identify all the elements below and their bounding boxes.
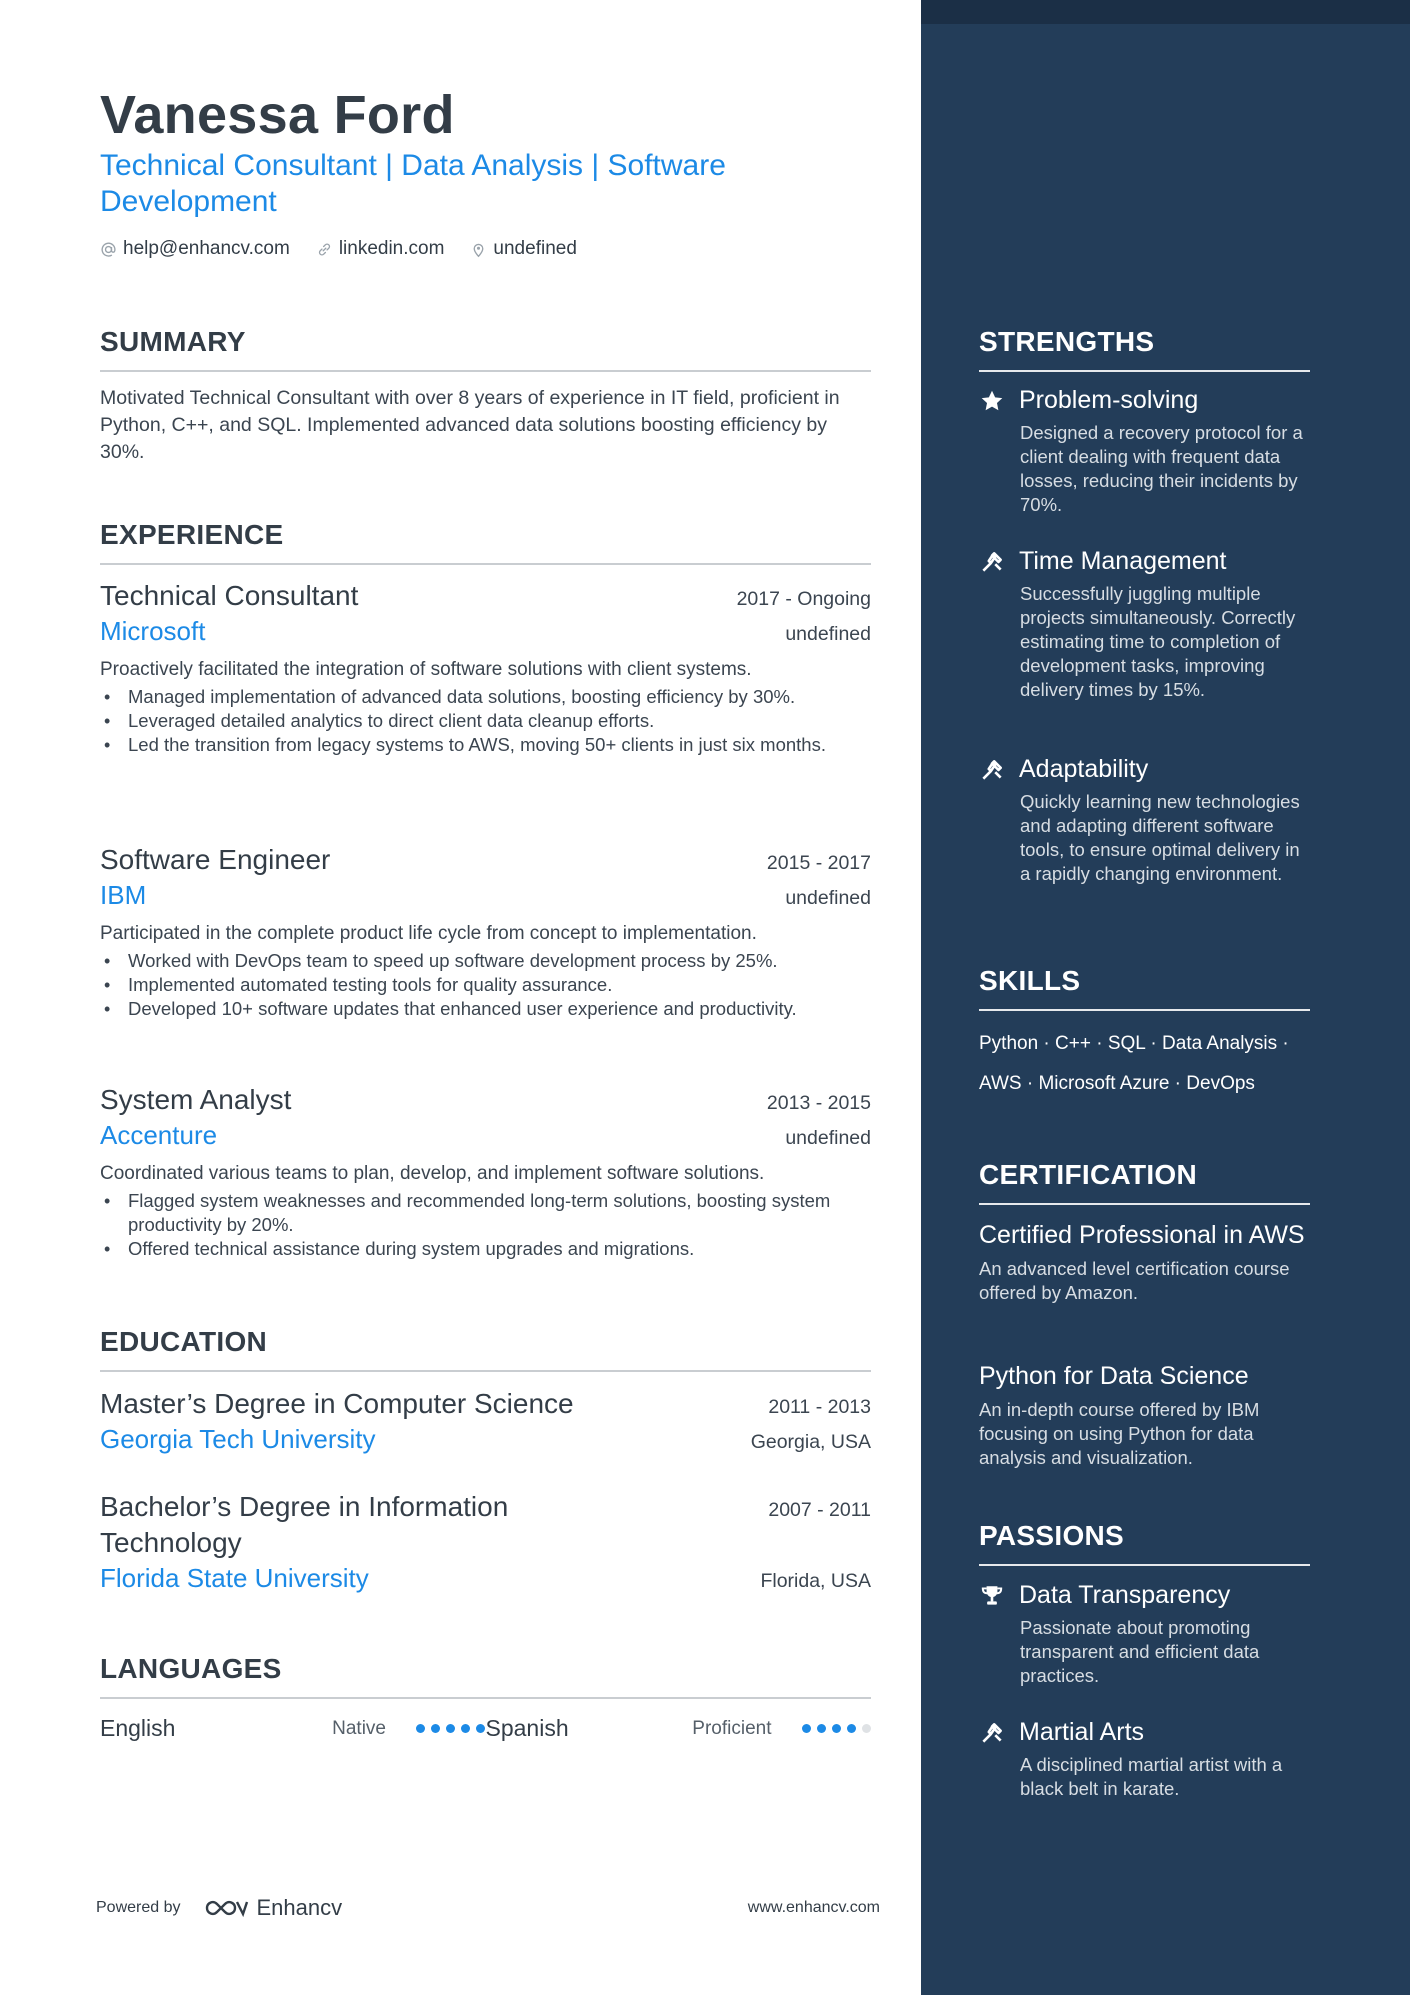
tools-icon (979, 1720, 1005, 1746)
footer (96, 1895, 880, 1921)
contact-bar (100, 238, 577, 260)
certification-heading: CERTIFICATION (979, 1159, 1310, 1205)
passion-title: Martial Arts (1019, 1718, 1145, 1746)
job-bullets (100, 1189, 871, 1261)
location-pin-icon (470, 241, 487, 258)
job-location: undefined (785, 1127, 871, 1149)
job-title: Software Engineer (100, 844, 331, 875)
language-level: Proficient (692, 1717, 772, 1739)
job-bullet: • Developed 10+ software updates that enhanced user experience and productivity. (100, 997, 871, 1021)
education-entry (100, 1489, 871, 1594)
summary-heading: SUMMARY (100, 326, 871, 372)
job-dates: 2013 - 2015 (766, 1092, 871, 1114)
powered-by-label: Powered by (96, 1899, 181, 1916)
job-bullet: • Offered technical assistance during system upgrades and migrations. (100, 1237, 871, 1261)
passion-item (979, 1718, 1310, 1801)
language-item (100, 1715, 486, 1742)
tools-icon (979, 757, 1005, 783)
strengths-heading: STRENGTHS (979, 326, 1310, 372)
school-location: Georgia, USA (750, 1431, 871, 1453)
experience-heading: EXPERIENCE (100, 519, 871, 565)
job-bullet: • Managed implementation of advanced data solutions, boosting efficiency by 30%. (100, 685, 871, 709)
job-entry (100, 844, 871, 1021)
rating-dot-filled (476, 1724, 485, 1733)
languages-list (100, 1715, 871, 1742)
job-entry (100, 580, 871, 757)
rating-dot-filled (832, 1724, 841, 1733)
certification-title: Python for Data Science (979, 1362, 1249, 1390)
school-location: Florida, USA (760, 1570, 871, 1592)
brand-name: Enhancv (256, 1895, 343, 1920)
headline: Technical Consultant | Data Analysis | Software Development (100, 149, 726, 218)
languages-heading: LANGUAGES (100, 1653, 871, 1699)
language-item (486, 1715, 872, 1742)
rating-dot-filled (416, 1724, 425, 1733)
passion-description: Passionate about promoting transparent and efficient data practices. (1020, 1617, 1260, 1686)
education-entry (100, 1386, 871, 1455)
education-dates: 2007 - 2011 (768, 1499, 871, 1521)
language-name: English (100, 1715, 176, 1741)
sidebar-top-band (921, 0, 1410, 24)
school-name: Georgia Tech University (100, 1424, 376, 1454)
education-heading: EDUCATION (100, 1326, 871, 1372)
job-description: Proactively facilitated the integration of software solutions with client systems. (100, 659, 752, 680)
passion-description: A disciplined martial artist with a black belt in karate. (1020, 1754, 1283, 1799)
job-bullet: • Leveraged detailed analytics to direct client data cleanup efforts. (100, 709, 871, 733)
at-icon (100, 241, 117, 258)
link-icon (316, 241, 333, 258)
strength-title: Adaptability (1019, 755, 1149, 783)
education-dates: 2011 - 2013 (768, 1396, 871, 1418)
language-level: Native (332, 1717, 386, 1739)
job-company: IBM (100, 880, 147, 910)
passion-item (979, 1581, 1310, 1688)
passions-heading: PASSIONS (979, 1520, 1310, 1566)
footer-website[interactable]: www.enhancv.com (747, 1899, 880, 1916)
contact-location (470, 238, 576, 260)
certification-description: An advanced level certification course offered by Amazon. (979, 1258, 1290, 1303)
job-description: Participated in the complete product life cycle from concept to implementation. (100, 923, 757, 944)
certification-item (979, 1361, 1310, 1470)
certification-item (979, 1220, 1310, 1305)
job-bullet: • Led the transition from legacy systems to AWS, moving 50+ clients in just six months. (100, 733, 871, 757)
job-entry (100, 1084, 871, 1261)
language-name: Spanish (485, 1715, 569, 1741)
summary-text: Motivated Technical Consultant with over 8 years of experience in IT field, proficient in Python, C++, and SQL. Implemented advanced data solutions boosting efficiency by 30%. (100, 387, 840, 463)
strength-item (979, 547, 1310, 702)
linkedin-text: linkedin.com (338, 238, 445, 259)
job-company: Accenture (100, 1120, 218, 1150)
brand-logo[interactable] (203, 1895, 343, 1921)
rating-dot-filled (446, 1724, 455, 1733)
strength-title: Problem-solving (1019, 386, 1199, 414)
strength-item (979, 755, 1310, 886)
job-bullets (100, 685, 871, 757)
school-name: Florida State University (100, 1563, 369, 1593)
rating-dot-filled (461, 1724, 470, 1733)
job-company: Microsoft (100, 616, 206, 646)
job-title: System Analyst (100, 1084, 292, 1115)
degree-title: Bachelor’s Degree in Information Technology (100, 1491, 509, 1558)
job-bullet: • Worked with DevOps team to speed up software development process by 25%. (100, 949, 871, 973)
contact-email[interactable] (100, 238, 290, 260)
email-text: help@enhancv.com (123, 238, 290, 259)
skills-line: AWS · Microsoft Azure · DevOps (979, 1073, 1255, 1094)
rating-dot-filled (847, 1724, 856, 1733)
job-bullets (100, 949, 871, 1021)
rating-dot-filled (431, 1724, 440, 1733)
strength-description: Quickly learning new technologies and adapting different software tools, to ensure optimal delivery in a rapidly changing environment. (1020, 791, 1300, 884)
job-description: Coordinated various teams to plan, develop, and implement software solutions. (100, 1163, 765, 1184)
passion-title: Data Transparency (1019, 1581, 1231, 1609)
strength-description: Successfully juggling multiple projects simultaneously. Correctly estimating time to completion of development tasks, improving delivery times by 15%. (1020, 583, 1296, 700)
strength-item (979, 386, 1310, 517)
rating-dot-empty (862, 1724, 871, 1733)
skills-heading: SKILLS (979, 965, 1310, 1011)
job-bullet: • Implemented automated testing tools for quality assurance. (100, 973, 871, 997)
candidate-name: Vanessa Ford (100, 85, 455, 145)
skills-list (979, 1024, 1314, 1104)
job-title: Technical Consultant (100, 580, 359, 611)
tools-icon (979, 549, 1005, 575)
rating-dot-filled (802, 1724, 811, 1733)
language-rating (802, 1724, 871, 1733)
job-location: undefined (785, 887, 871, 909)
rating-dot-filled (817, 1724, 826, 1733)
skills-line: Python · C++ · SQL · Data Analysis · (979, 1033, 1289, 1054)
powered-by (96, 1895, 342, 1921)
enhancv-logo-icon (203, 1896, 249, 1920)
trophy-icon (979, 1583, 1005, 1609)
certification-title: Certified Professional in AWS (979, 1221, 1305, 1249)
contact-linkedin[interactable] (316, 238, 445, 260)
language-rating (416, 1724, 485, 1733)
degree-title: Master’s Degree in Computer Science (100, 1388, 574, 1419)
strength-description: Designed a recovery protocol for a client dealing with frequent data losses, reducing their incidents by 70%. (1020, 422, 1303, 515)
job-dates: 2017 - Ongoing (736, 588, 871, 610)
strength-title: Time Management (1019, 547, 1227, 575)
job-location: undefined (785, 623, 871, 645)
job-dates: 2015 - 2017 (766, 852, 871, 874)
certification-description: An in-depth course offered by IBM focusing on using Python for data analysis and visualization. (979, 1399, 1260, 1468)
location-text: undefined (493, 238, 577, 259)
job-bullet: • Flagged system weaknesses and recommended long-term solutions, boosting system productivity by 20%. (100, 1189, 871, 1237)
star-icon (979, 388, 1005, 414)
